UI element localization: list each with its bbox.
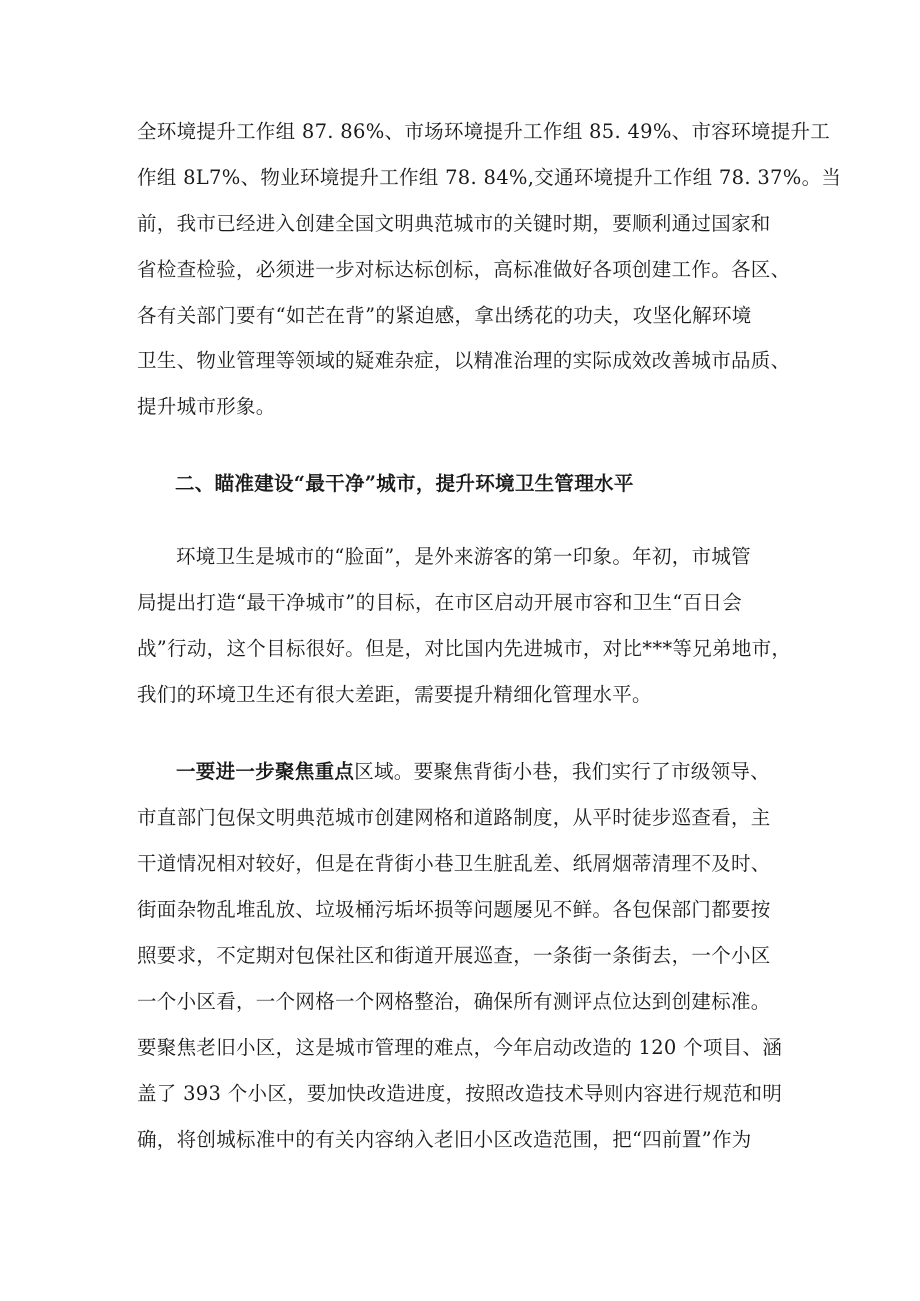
section-heading: 二、瞄准建设“最干净”城市，提升环境卫生管理水平 [175, 472, 634, 495]
paragraph-lead-bold: 一要进一步聚焦重点 [176, 760, 355, 783]
text-line: 干道情况相对较好，但是在背街小巷卫生脏乱差、纸屑烟蒂清理不及时、 [137, 852, 771, 875]
text-line: 全环境提升工作组 87. 86%、市场环境提升工作组 85. 49%、市容环境提升工 [137, 120, 831, 143]
text-line: 提升城市形象。 [137, 395, 276, 418]
text-line: 一个小区看，一个网格一个网格整治，确保所有测评点位达到创建标准。 [137, 990, 771, 1013]
text-line: 街面杂物乱堆乱放、垃圾桶污垢坏损等问题屡见不鲜。各包保部门都要按 [137, 898, 771, 921]
text-line: 照要求，不定期对包保社区和街道开展巡查，一条街一条街去，一个小区 [137, 944, 771, 967]
text-line: 局提出打造“最干净城市”的目标，在市区启动开展市容和卫生“百日会 [137, 591, 743, 614]
text-line: 我们的环境卫生还有很大差距，需要提升精细化管理水平。 [137, 683, 652, 706]
text-line [176, 758, 770, 786]
text-line: 作组 8L7%、物业环境提升工作组 78. 84%,交通环境提升工作组 78. 37%。当 [137, 166, 842, 189]
text-line: 确，将创城标准中的有关内容纳入老旧小区改造范围，把“四前置”作为 [137, 1128, 752, 1151]
paragraph-lead-rest: 区域。要聚焦背街小巷，我们实行了市级领导、 [354, 760, 771, 783]
text-line: 前，我市已经进入创建全国文明典范城市的关键时期，要顺利通过国家和 [137, 212, 771, 235]
text-line: 市直部门包保文明典范城市创建网格和道路制度，从平时徒步巡查看，主 [137, 806, 771, 829]
text-line: 盖了 393 个小区，要加快改造进度，按照改造技术导则内容进行规范和明 [137, 1082, 783, 1105]
text-line: 战”行动，这个目标很好。但是，对比国内先进城市，对比***等兄弟地市， [137, 637, 792, 660]
text-line: 卫生、物业管理等领域的疑难杂症，以精准治理的实际成效改善城市品质、 [137, 349, 791, 372]
text-line: 环境卫生是城市的“脸面”，是外来游客的第一印象。年初，市城管 [176, 545, 751, 568]
text-line: 要聚焦老旧小区，这是城市管理的难点，今年启动改造的 120 个项目、涵 [137, 1036, 783, 1059]
text-line: 各有关部门要有“如芒在背”的紧迫感，拿出绣花的功夫，攻坚化解环境 [137, 304, 752, 327]
text-line: 省检查检验，必须进一步对标达标创标，高标准做好各项创建工作。各区、 [137, 258, 791, 281]
